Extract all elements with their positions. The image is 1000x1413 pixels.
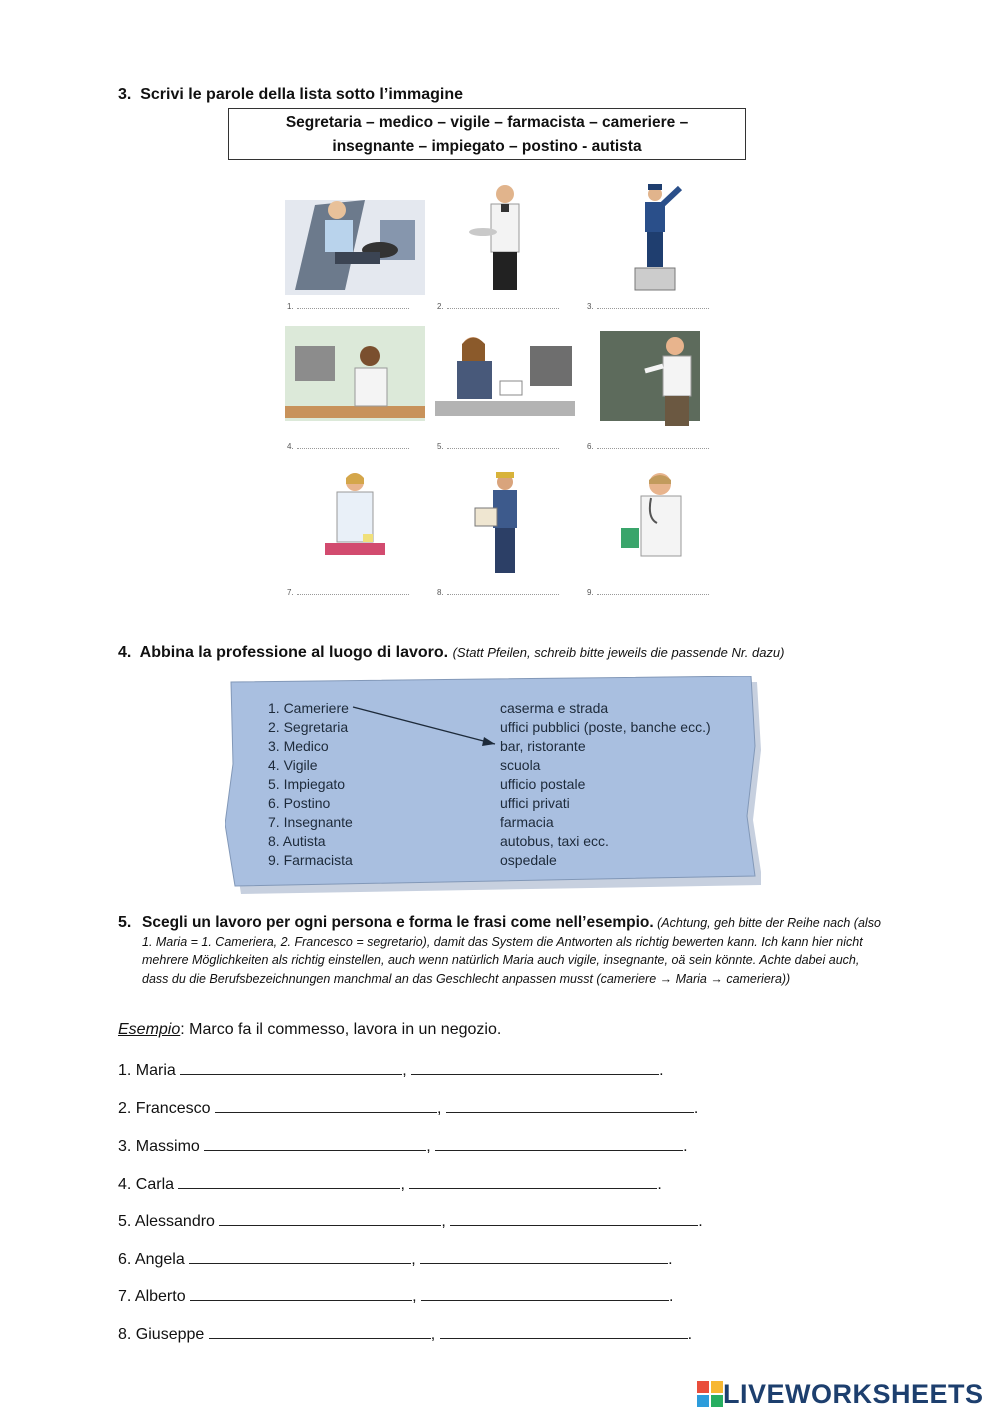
example-sentence xyxy=(118,1021,501,1039)
profession-item: 7. Insegnante xyxy=(268,814,353,830)
caption-4: 4. xyxy=(287,442,422,451)
person-name: 8. Giuseppe xyxy=(118,1326,205,1343)
workplace-blank-3[interactable] xyxy=(435,1136,683,1151)
profession-item: 9. Farmacista xyxy=(268,852,353,868)
liveworksheets-logo-icon xyxy=(697,1381,723,1407)
place-item: autobus, taxi ecc. xyxy=(500,833,609,849)
workplace-blank-8[interactable] xyxy=(440,1324,688,1339)
place-item: caserma e strada xyxy=(500,700,609,716)
ex3-heading xyxy=(118,86,463,104)
ex5-note: (Achtung, geh bitte der Reihe nach (also 1. Maria = 1. Cameriera, 2. Francesco = segretario), damit das System die Antworten als richtig bewerten kann. Ich kann hier nicht mehrere Möglichkeiten als richtig einstellen, auch wenn natürlich Maria auch vigile, insegnante, oä sein könnte. Achte dabei auch, dass du die Berufsbezeichnungen manchmal an das Geschlecht anpassen musst (cameriere → Maria → cameriera)) xyxy=(142,916,881,986)
ex4-title: Abbina la professione al luogo di lavoro. xyxy=(139,644,449,661)
answer-row: 7. Alberto , . xyxy=(118,1288,674,1305)
caption-5: 5. xyxy=(437,442,572,451)
job-blank-6[interactable] xyxy=(189,1249,411,1264)
ex5-title: Scegli un lavoro per ogni persona e forma le frasi come nell’esempio. xyxy=(142,914,654,931)
answer-row: 2. Francesco , . xyxy=(118,1100,699,1117)
caption-2: 2. xyxy=(437,302,572,311)
workplace-blank-5[interactable] xyxy=(450,1211,698,1226)
example-text: : Marco fa il commesso, lavora in un negozio. xyxy=(180,1021,502,1038)
liveworksheets-logo[interactable] xyxy=(697,1377,984,1411)
secretary-picture xyxy=(435,326,575,441)
profession-item: 6. Postino xyxy=(268,795,331,811)
job-blank-8[interactable] xyxy=(209,1324,431,1339)
traffic-warden-picture xyxy=(585,180,725,295)
profession-item: 3. Medico xyxy=(268,738,329,754)
place-list xyxy=(500,699,711,870)
place-item: uffici pubblici (poste, banche ecc.) xyxy=(500,719,711,735)
job-blank-3[interactable] xyxy=(204,1136,426,1151)
place-item: bar, ristorante xyxy=(500,738,586,754)
person-name: 4. Carla xyxy=(118,1176,175,1193)
answer-row: 5. Alessandro , . xyxy=(118,1213,703,1230)
job-blank-2[interactable] xyxy=(215,1098,437,1113)
caption-8: 8. xyxy=(437,588,572,597)
job-blank-4[interactable] xyxy=(178,1174,400,1189)
place-item: farmacia xyxy=(500,814,554,830)
ex3-number: 3. xyxy=(118,86,132,103)
workplace-blank-2[interactable] xyxy=(446,1098,694,1113)
ex5-number: 5. xyxy=(118,914,132,931)
person-name: 2. Francesco xyxy=(118,1100,211,1117)
liveworksheets-logo-text: LIVEWORKSHEETS xyxy=(723,1378,984,1409)
person-name: 1. Maria xyxy=(118,1062,176,1079)
place-item: scuola xyxy=(500,757,541,773)
word-list-line-1: Segretaria – medico – vigile – farmacista – cameriere – xyxy=(285,114,689,131)
profession-item: 5. Impiegato xyxy=(268,776,346,792)
person-name: 5. Alessandro xyxy=(118,1213,215,1230)
profession-item: 1. Cameriere xyxy=(268,700,349,716)
ex5-instructions xyxy=(142,914,887,988)
doctor-picture xyxy=(585,468,725,583)
caption-3: 3. xyxy=(587,302,722,311)
profession-list xyxy=(268,699,353,870)
place-item: ufficio postale xyxy=(500,776,586,792)
ex4-heading xyxy=(118,644,784,662)
bus-driver-picture xyxy=(285,180,425,295)
workplace-blank-4[interactable] xyxy=(409,1174,657,1189)
caption-7: 7. xyxy=(287,588,422,597)
workplace-blank-6[interactable] xyxy=(420,1249,668,1264)
word-list-box xyxy=(228,108,746,160)
ex3-title: Scrivi le parole della lista sotto l’immagine xyxy=(140,86,464,103)
word-list-line-2: insegnante – impiegato – postino - autista xyxy=(332,138,642,155)
job-picture-grid xyxy=(280,178,730,608)
waiter-picture xyxy=(435,180,575,295)
answer-row: 1. Maria , . xyxy=(118,1062,664,1079)
ex4-note: (Statt Pfeilen, schreib bitte jeweils die passende Nr. dazu) xyxy=(452,645,785,660)
example-label: Esempio xyxy=(118,1021,181,1038)
place-item: ospedale xyxy=(500,852,557,868)
caption-6: 6. xyxy=(587,442,722,451)
place-item: uffici privati xyxy=(500,795,570,811)
job-blank-7[interactable] xyxy=(190,1286,412,1301)
ex4-number: 4. xyxy=(118,644,132,661)
person-name: 7. Alberto xyxy=(118,1288,186,1305)
profession-item: 4. Vigile xyxy=(268,757,318,773)
caption-1: 1. xyxy=(287,302,422,311)
caption-9: 9. xyxy=(587,588,722,597)
matching-card xyxy=(225,676,761,894)
pharmacist-picture xyxy=(285,468,425,583)
answer-row: 6. Angela , . xyxy=(118,1251,673,1268)
person-name: 6. Angela xyxy=(118,1251,185,1268)
workplace-blank-7[interactable] xyxy=(421,1286,669,1301)
answer-row: 8. Giuseppe , . xyxy=(118,1326,693,1343)
answer-row: 3. Massimo , . xyxy=(118,1138,688,1155)
job-blank-5[interactable] xyxy=(219,1211,441,1226)
postman-picture xyxy=(435,468,575,583)
answer-row: 4. Carla , . xyxy=(118,1176,662,1193)
office-clerk-picture xyxy=(285,326,425,441)
profession-item: 8. Autista xyxy=(268,833,326,849)
profession-item: 2. Segretaria xyxy=(268,719,349,735)
job-blank-1[interactable] xyxy=(180,1060,402,1075)
teacher-picture xyxy=(585,326,725,441)
workplace-blank-1[interactable] xyxy=(411,1060,659,1075)
person-name: 3. Massimo xyxy=(118,1138,200,1155)
